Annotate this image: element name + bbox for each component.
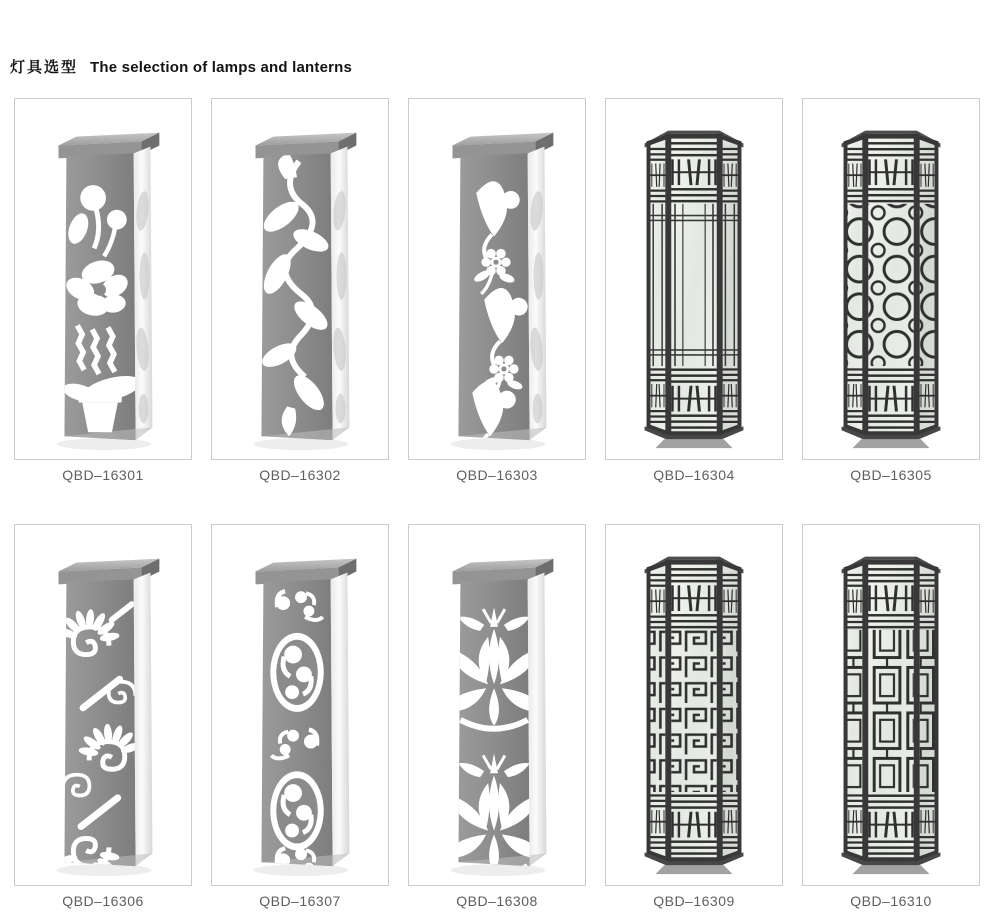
product-card bbox=[14, 98, 192, 484]
product-image-box bbox=[14, 98, 192, 460]
product-image-box bbox=[211, 98, 389, 460]
product-code: QBD–16306 bbox=[62, 893, 144, 909]
lamp-image-lotus-blossom-column bbox=[409, 525, 585, 885]
product-code: QBD–16302 bbox=[259, 467, 341, 483]
product-image-box bbox=[605, 524, 783, 886]
product-card bbox=[802, 98, 980, 484]
product-code: QBD–16301 bbox=[62, 467, 144, 483]
product-code: QBD–16309 bbox=[653, 893, 735, 909]
product-image-box bbox=[802, 524, 980, 886]
lantern-image-fret-lattice-hexagonal bbox=[606, 525, 782, 885]
lamp-image-daisy-spray-column bbox=[409, 99, 585, 459]
lamp-image-peony-pot-column bbox=[15, 99, 191, 459]
product-card bbox=[408, 98, 586, 484]
product-card bbox=[14, 524, 192, 910]
lamp-image-scroll-medallion-column bbox=[212, 525, 388, 885]
product-code: QBD–16307 bbox=[259, 893, 341, 909]
product-card bbox=[605, 98, 783, 484]
product-card bbox=[408, 524, 586, 910]
product-image-box bbox=[408, 98, 586, 460]
product-code: QBD–16310 bbox=[850, 893, 932, 909]
product-image-box bbox=[408, 524, 586, 886]
lantern-image-ring-lattice-hexagonal bbox=[803, 99, 979, 459]
product-image-box bbox=[802, 98, 980, 460]
product-card bbox=[605, 524, 783, 910]
lamp-image-vine-leaf-column bbox=[212, 99, 388, 459]
product-card bbox=[211, 98, 389, 484]
page-title-chinese: 灯具选型 bbox=[10, 59, 79, 76]
product-image-box bbox=[211, 524, 389, 886]
product-card bbox=[211, 524, 389, 910]
product-card bbox=[802, 524, 980, 910]
page-title bbox=[10, 56, 352, 77]
product-code: QBD–16308 bbox=[456, 893, 538, 909]
page-title-english: The selection of lamps and lanterns bbox=[90, 59, 353, 76]
product-code: QBD–16303 bbox=[456, 467, 538, 483]
product-grid bbox=[14, 98, 986, 910]
product-code: QBD–16305 bbox=[850, 467, 932, 483]
lantern-image-rectangles-lattice-hexagonal bbox=[803, 525, 979, 885]
lamp-image-spiral-daisy-column bbox=[15, 525, 191, 885]
product-image-box bbox=[14, 524, 192, 886]
product-code: QBD–16304 bbox=[653, 467, 735, 483]
lantern-image-prairie-lattice-hexagonal bbox=[606, 99, 782, 459]
product-image-box bbox=[605, 98, 783, 460]
